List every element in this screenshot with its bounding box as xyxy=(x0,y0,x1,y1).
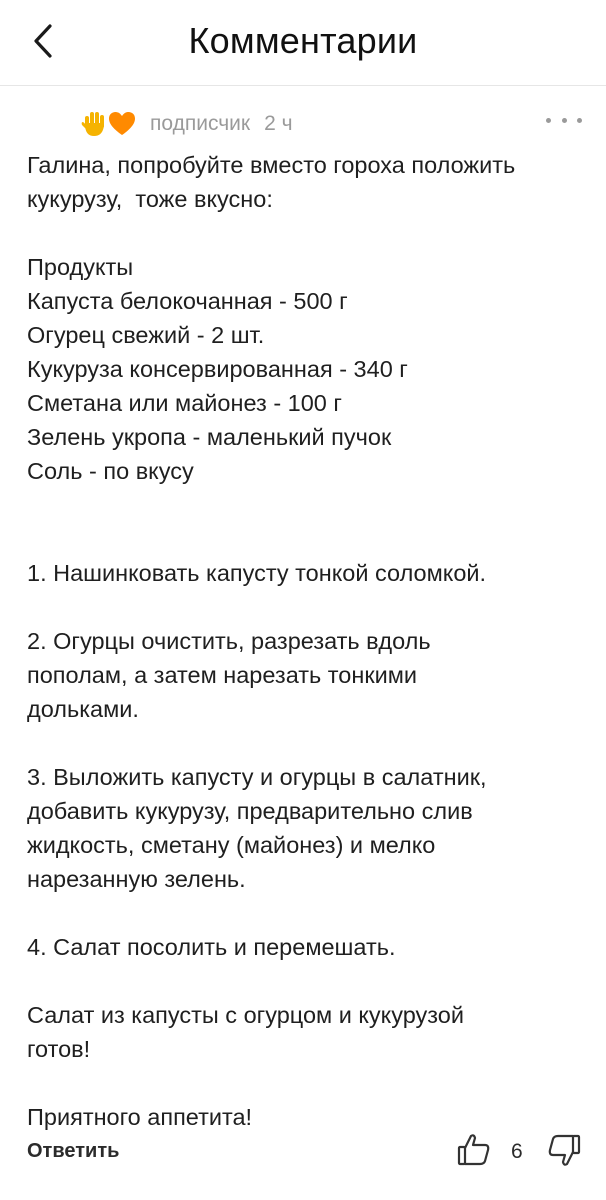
comment-line: Соль - по вкусу xyxy=(27,458,194,484)
comment-line xyxy=(27,896,587,930)
comment-text xyxy=(27,148,587,1134)
reply-button[interactable]: Ответить xyxy=(27,1140,120,1162)
page-title: Комментарии xyxy=(188,20,418,61)
comment-line: Зелень укропа - маленький пучок xyxy=(27,424,392,450)
comment-line xyxy=(27,590,587,624)
dot-icon xyxy=(546,118,551,123)
comment-line xyxy=(27,964,587,998)
comment-line: дольками. xyxy=(27,696,139,722)
comment-line: 4. Салат посолить и перемешать. xyxy=(27,934,396,960)
comment-line: нарезанную зелень. xyxy=(27,866,246,892)
comment-line: Огурец свежий - 2 шт. xyxy=(27,322,265,348)
dot-icon xyxy=(577,118,582,123)
comment-line: Салат из капусты с огурцом и кукурузой xyxy=(27,1002,464,1028)
comment-author[interactable]: подписчик xyxy=(150,112,251,135)
hand-icon xyxy=(80,109,108,139)
comment-line: пополам, а затем нарезать тонкими xyxy=(27,662,418,688)
comment-time: 2 ч xyxy=(264,112,293,135)
thumbs-down-icon xyxy=(547,1132,581,1168)
more-options-button[interactable] xyxy=(546,110,582,130)
top-bar xyxy=(0,0,606,86)
comment-meta xyxy=(80,106,293,142)
comment-line xyxy=(27,488,587,522)
comment-line xyxy=(27,522,587,556)
comment-line: готов! xyxy=(27,1036,91,1062)
comment-line: кукурузу, тоже вкусно: xyxy=(27,186,273,212)
heart-icon xyxy=(108,110,136,138)
comment-line: Продукты xyxy=(27,254,134,280)
dot-icon xyxy=(562,118,567,123)
like-count: 6 xyxy=(511,1140,523,1163)
comment-line xyxy=(27,216,587,250)
comment-line xyxy=(27,1066,587,1100)
comment-actions xyxy=(27,1130,586,1174)
comment-line: Приятного аппетита! xyxy=(27,1104,253,1130)
badges xyxy=(80,109,136,139)
comment-line: Кукуруза консервированная - 340 г xyxy=(27,356,408,382)
dislike-button[interactable] xyxy=(547,1132,581,1168)
comment-line: 1. Нашинковать капусту тонкой соломкой. xyxy=(27,560,487,586)
comment-line: Сметана или майонез - 100 г xyxy=(27,390,342,416)
like-button[interactable] xyxy=(457,1132,491,1168)
thumbs-up-icon xyxy=(457,1132,491,1168)
comment-line xyxy=(27,726,587,760)
comment-line: Галина, попробуйте вместо гороха положить xyxy=(27,152,516,178)
comment-line: 3. Выложить капусту и огурцы в салатник, xyxy=(27,764,487,790)
comment-line: 2. Огурцы очистить, разрезать вдоль xyxy=(27,628,431,654)
comment-line: Капуста белокочанная - 500 г xyxy=(27,288,348,314)
comment-line: жидкость, сметану (майонез) и мелко xyxy=(27,832,436,858)
comment-line: добавить кукурузу, предварительно слив xyxy=(27,798,473,824)
